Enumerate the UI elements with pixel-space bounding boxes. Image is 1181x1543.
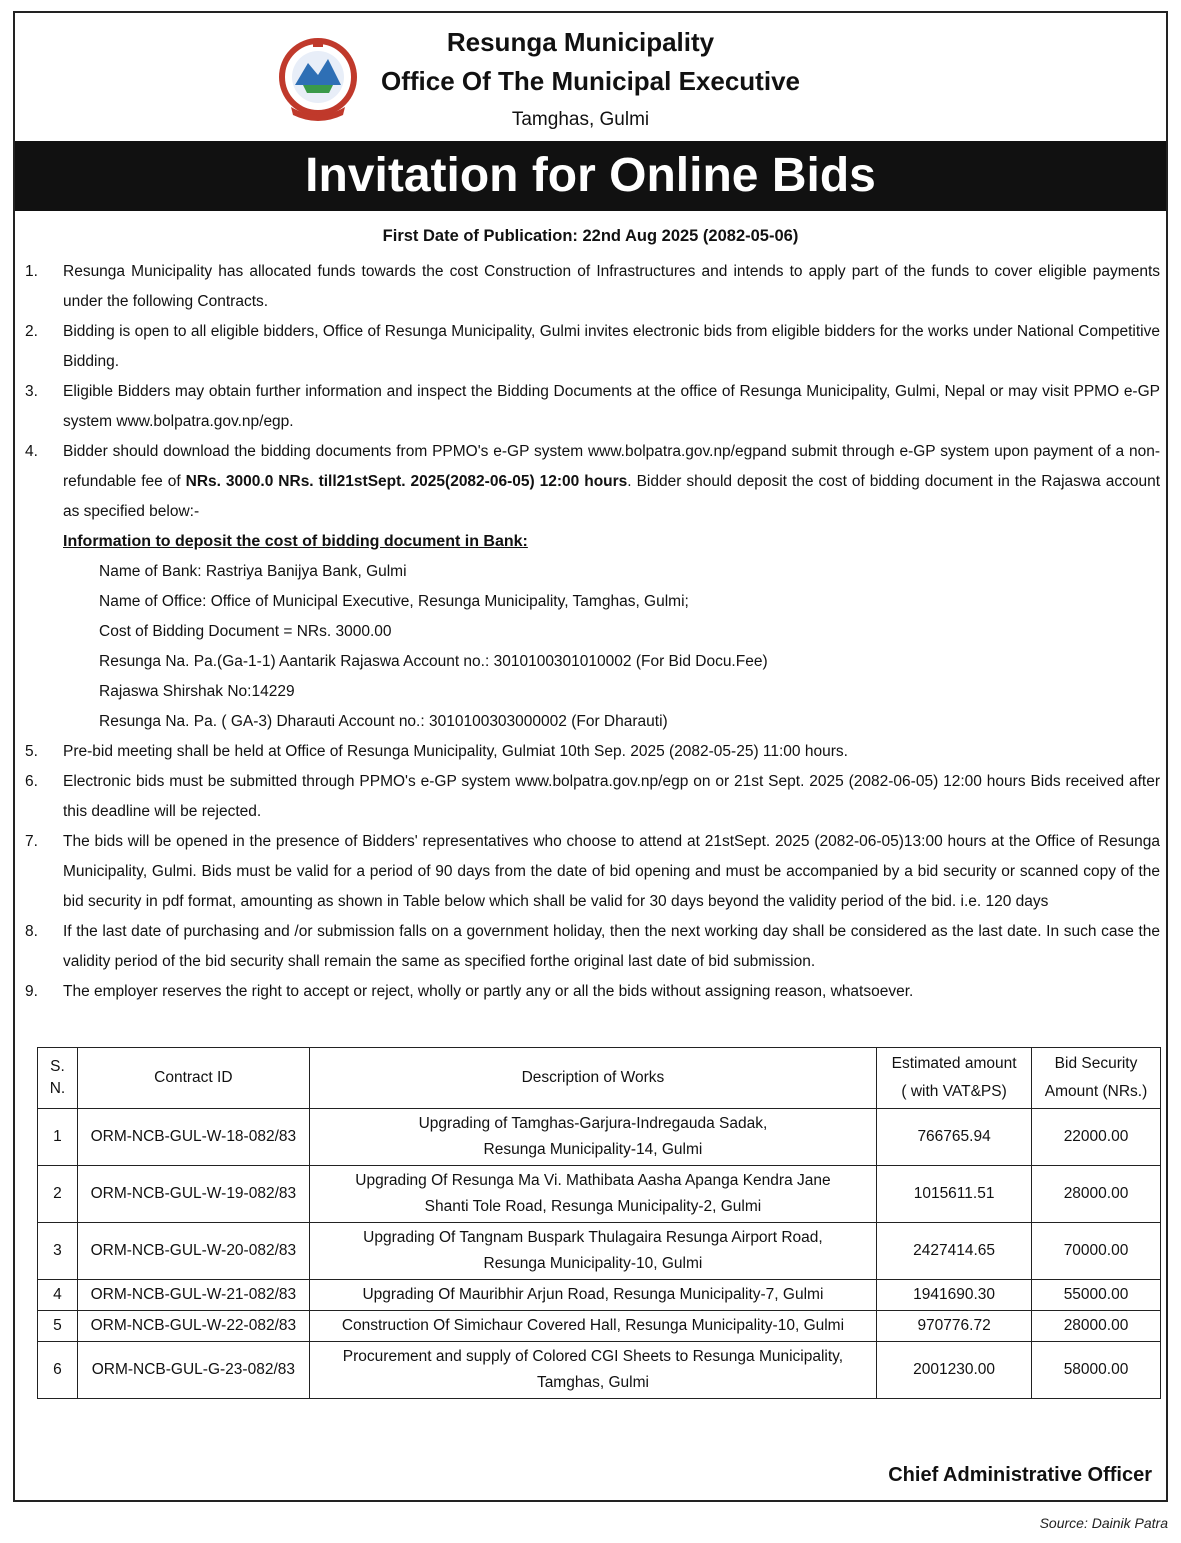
office-name: Office Of The Municipal Executive [381,66,800,96]
row-description [309,1223,876,1280]
row-security: 55000.00 [1032,1280,1161,1311]
notice-title-banner: Invitation for Online Bids [15,141,1166,211]
clause-text: If the last date of purchasing and /or submission falls on a government holiday, then the next working day shall be considered as the last date. In such case the validity period of the bid security shall remain the same as specified forthe original last date of bid submission. [63,923,1160,970]
clause-number: 8. [25,923,38,940]
row-contract-id: ORM-NCB-GUL-W-21-082/83 [77,1280,309,1311]
clause-text: Eligible Bidders may obtain further information and inspect the Bidding Documents at the office of Resunga Municipality, Gulmi, Nepal or may visit PPMO e-GP system www.bolpatra.gov.np/egp. [63,383,1160,430]
row-security: 22000.00 [1032,1109,1161,1166]
deposit-heading: Information to deposit the cost of bidding document in Bank: [63,533,528,550]
desc-line2: Resunga Municipality-10, Gulmi [483,1255,703,1272]
clause-4-fee-deadline: NRs. 3000.0 NRs. till21stSept. 2025(2082-06-05) 12:00 hours [185,473,628,490]
row-security: 28000.00 [1032,1166,1161,1223]
contracts-table [37,1047,1161,1399]
source-credit: Source: Dainik Patra [1039,1515,1168,1531]
clause-text: Electronic bids must be submitted through PPMO's e-GP system www.bolpatra.gov.np/egp on or 21st Sept. 2025 (2082-06-05) 12:00 hours Bids received after this deadline will be rejected. [63,773,1160,820]
office-location: Tamghas, Gulmi [511,109,650,130]
clause-text: Pre-bid meeting shall be held at Office of Resunga Municipality, Gulmiat 10th Sep. 2025 (2082-05-25) 11:00 hours. [63,743,848,760]
table-row [38,1311,1161,1342]
clause-5 [25,737,1160,767]
row-estimate: 1015611.51 [877,1166,1032,1223]
header-estimate [877,1048,1032,1109]
deposit-shirshak: Rajaswa Shirshak No:14229 [99,683,295,700]
header-security [1032,1048,1161,1109]
clause-number: 2. [25,323,38,340]
row-contract-id: ORM-NCB-GUL-W-18-082/83 [77,1109,309,1166]
clause-4-text-b: . Bidder should deposit the cost of bidding document in the Rajaswa account as specified below:- [63,473,1160,520]
row-estimate: 2427414.65 [877,1223,1032,1280]
row-contract-id: ORM-NCB-GUL-W-19-082/83 [77,1166,309,1223]
clause-number: 5. [25,743,38,760]
desc-line1: Upgrading of Tamghas-Garjura-Indregauda Sadak, [418,1115,768,1132]
publication-date: First Date of Publication: 22nd Aug 2025 (2082-05-06) [382,227,799,245]
desc-line2: Shanti Tole Road, Resunga Municipality-2, Gulmi [424,1198,762,1215]
header-security-line2: Amount (NRs.) [1044,1083,1148,1100]
row-security: 28000.00 [1032,1311,1161,1342]
clause-9 [25,977,1160,1007]
clause-8 [25,917,1160,977]
clause-text: The employer reserves the right to accept or reject, wholly or partly any or all the bids without assigning reason, whatsoever. [63,983,914,1000]
notice-frame [13,11,1168,1502]
row-contract-id: ORM-NCB-GUL-W-20-082/83 [77,1223,309,1280]
clause-4 [25,437,1160,737]
clause-text: The bids will be opened in the presence of Bidders' representatives who choose to attend at 21stSept. 2025 (2082-06-05)13:00 hours at the Office of Resunga Municipality, Gulmi. Bids must be valid for a period of 90 days from the date of bid opening and must be accompanied by a bid security or scanned copy of the bid security in pdf format, amounting as shown in Table below which shall be valid for 30 days beyond the validity period of the bid. i.e. 120 days [63,833,1160,910]
row-description [309,1166,876,1223]
clause-3 [25,377,1160,437]
row-sn: 2 [38,1166,78,1223]
table-row [38,1342,1161,1399]
header-contract-id: Contract ID [77,1048,309,1109]
clause-number: 6. [25,773,38,790]
row-description [309,1109,876,1166]
row-sn: 4 [38,1280,78,1311]
row-security: 70000.00 [1032,1223,1161,1280]
row-description: Upgrading Of Mauribhir Arjun Road, Resunga Municipality-7, Gulmi [309,1280,876,1311]
deposit-cost: Cost of Bidding Document = NRs. 3000.00 [99,623,392,640]
table-row [38,1223,1161,1280]
clause-1 [25,257,1160,317]
clause-number: 9. [25,983,38,1000]
deposit-account-fee: Resunga Na. Pa.(Ga-1-1) Aantarik Rajaswa Account no.: 3010100301010002 (For Bid Docu.Fee) [99,653,768,670]
clause-number: 3. [25,383,38,400]
row-estimate: 970776.72 [877,1311,1032,1342]
row-sn: 1 [38,1109,78,1166]
deposit-account-dharauti: Resunga Na. Pa. ( GA-3) Dharauti Account no.: 3010100303000002 (For Dharauti) [99,713,668,730]
header-estimate-line1: Estimated amount [891,1055,1017,1072]
clause-number: 4. [25,443,38,460]
signatory-title: Chief Administrative Officer [888,1464,1152,1486]
row-estimate: 766765.94 [877,1109,1032,1166]
clause-4-text-a: Bidder should download the bidding documents from PPMO's e-GP system www.bolpatra.gov.np/egpand submit through e-GP system upon payment of a non-refundable fee of [63,443,1160,490]
row-estimate: 2001230.00 [877,1342,1032,1399]
table-header-row [38,1048,1161,1109]
clause-text: Resunga Municipality has allocated funds towards the cost Construction of Infrastructures and intends to apply part of the funds to cover eligible payments under the following Contracts. [63,263,1160,310]
clause-6 [25,767,1160,827]
row-contract-id: ORM-NCB-GUL-W-22-082/83 [77,1311,309,1342]
deposit-office: Name of Office: Office of Municipal Executive, Resunga Municipality, Tamghas, Gulmi; [99,593,689,610]
clause-text: Bidding is open to all eligible bidders, Office of Resunga Municipality, Gulmi invites electronic bids from eligible bidders for the works under National Competitive Bidding. [63,323,1160,370]
row-contract-id: ORM-NCB-GUL-G-23-082/83 [77,1342,309,1399]
notice-clauses [25,257,1160,1007]
row-sn: 3 [38,1223,78,1280]
row-sn: 6 [38,1342,78,1399]
table-row [38,1166,1161,1223]
header-estimate-line2: ( with VAT&PS) [901,1083,1007,1100]
clause-7 [25,827,1160,917]
row-estimate: 1941690.30 [877,1280,1032,1311]
notice-header [15,13,1166,141]
clause-text [63,437,1160,527]
desc-line2: Tamghas, Gulmi [536,1374,649,1391]
row-security: 58000.00 [1032,1342,1161,1399]
header-security-line1: Bid Security [1054,1055,1138,1072]
desc-line1: Upgrading Of Tangnam Buspark Thulagaira Resunga Airport Road, [363,1229,823,1246]
desc-line1: Procurement and supply of Colored CGI Sheets to Resunga Municipality, [342,1348,844,1365]
row-description: Construction Of Simichaur Covered Hall, Resunga Municipality-10, Gulmi [309,1311,876,1342]
org-name: Resunga Municipality [446,27,715,57]
row-sn: 5 [38,1311,78,1342]
desc-line2: Resunga Municipality-14, Gulmi [483,1141,703,1158]
header-sn: S. N. [38,1048,78,1109]
deposit-bank: Name of Bank: Rastriya Banijya Bank, Gulmi [99,563,407,580]
desc-line1: Upgrading Of Resunga Ma Vi. Mathibata Aasha Apanga Kendra Jane [355,1172,831,1189]
header-description: Description of Works [309,1048,876,1109]
row-description [309,1342,876,1399]
clause-number: 7. [25,833,38,850]
clause-2 [25,317,1160,377]
clause-number: 1. [25,263,38,280]
table-row [38,1280,1161,1311]
table-row [38,1109,1161,1166]
